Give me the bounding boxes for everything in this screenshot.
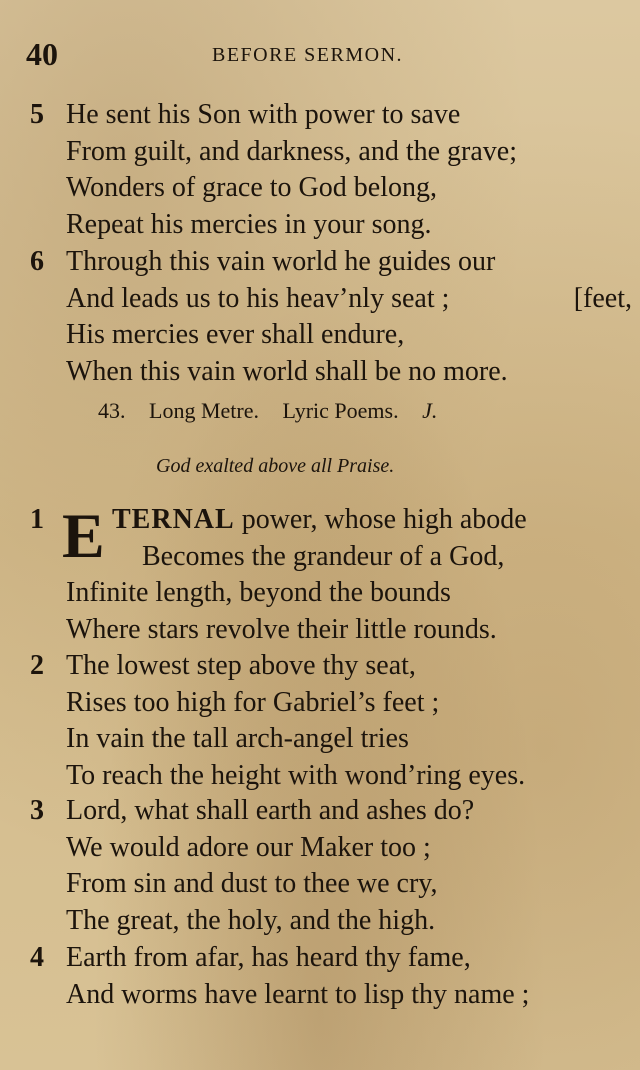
verse-line: He sent his Son with power to save xyxy=(66,99,461,130)
stanza-number: 6 xyxy=(30,246,44,277)
stanza-6 xyxy=(26,244,632,390)
verse-line-overflow: [feet, xyxy=(573,282,632,314)
verse-line: Earth from afar, has heard thy fame, xyxy=(66,942,471,973)
drop-cap: E xyxy=(62,500,105,571)
verse-line: From guilt, and darkness, and the grave; xyxy=(66,135,518,167)
verse-line: His mercies ever shall endure, xyxy=(66,319,405,350)
verse-line xyxy=(112,502,527,539)
verse-line: Where stars revolve their little rounds. xyxy=(66,613,497,645)
running-head: BEFORE SERMON. xyxy=(212,44,404,66)
hymn-metre: Long Metre. xyxy=(149,398,259,423)
hymn-source: Lyric Poems. xyxy=(282,398,399,423)
verse-line: When this vain world shall be no more. xyxy=(66,355,508,387)
verse-line: The great, the holy, and the high. xyxy=(66,904,436,936)
stanza-number: 5 xyxy=(30,99,44,130)
stanza-2 xyxy=(26,648,632,794)
stanza-number: 3 xyxy=(30,795,44,826)
hymn-heading xyxy=(98,398,455,424)
stanza-number: 4 xyxy=(30,942,44,973)
verse-line: Infinite length, beyond the bounds xyxy=(66,577,451,608)
verse-line: Becomes the grandeur of a God, xyxy=(142,540,505,572)
stanza-4 xyxy=(26,940,632,1013)
verse-line: Wonders of grace to God belong, xyxy=(66,172,437,203)
stanza-number: 2 xyxy=(30,650,44,681)
verse-line: In vain the tall arch-angel tries xyxy=(66,723,409,754)
verse-line: And leads us to his heav’nly seat ; xyxy=(66,282,450,314)
verse-line: Through this vain world he guides our xyxy=(66,246,496,277)
verse-line-rest: power, whose high abode xyxy=(234,504,527,535)
hymn-author: J. xyxy=(422,398,438,423)
stanza-5 xyxy=(26,97,632,243)
stanza-number: 1 xyxy=(30,504,44,535)
verse-line: Rises too high for Gabriel’s feet ; xyxy=(66,686,440,718)
verse-line: And worms have learnt to lisp thy name ; xyxy=(66,978,530,1010)
verse-line: We would adore our Maker too ; xyxy=(66,831,431,863)
hymn-title: God exalted above all Praise. xyxy=(156,455,395,477)
verse-line: The lowest step above thy seat, xyxy=(66,650,416,681)
verse-initial-caps: TERNAL xyxy=(112,504,235,535)
hymn-number: 43. xyxy=(98,398,126,423)
page-header xyxy=(26,36,616,72)
verse-line: Lord, what shall earth and ashes do? xyxy=(66,795,475,826)
verse-line: Repeat his mercies in your song. xyxy=(66,208,432,240)
stanza-1 xyxy=(26,502,632,648)
verse-line: To reach the height with wond’ring eyes. xyxy=(66,759,526,791)
verse-line: From sin and dust to thee we cry, xyxy=(66,868,438,899)
page-number: 40 xyxy=(26,36,58,72)
stanza-3 xyxy=(26,793,632,939)
